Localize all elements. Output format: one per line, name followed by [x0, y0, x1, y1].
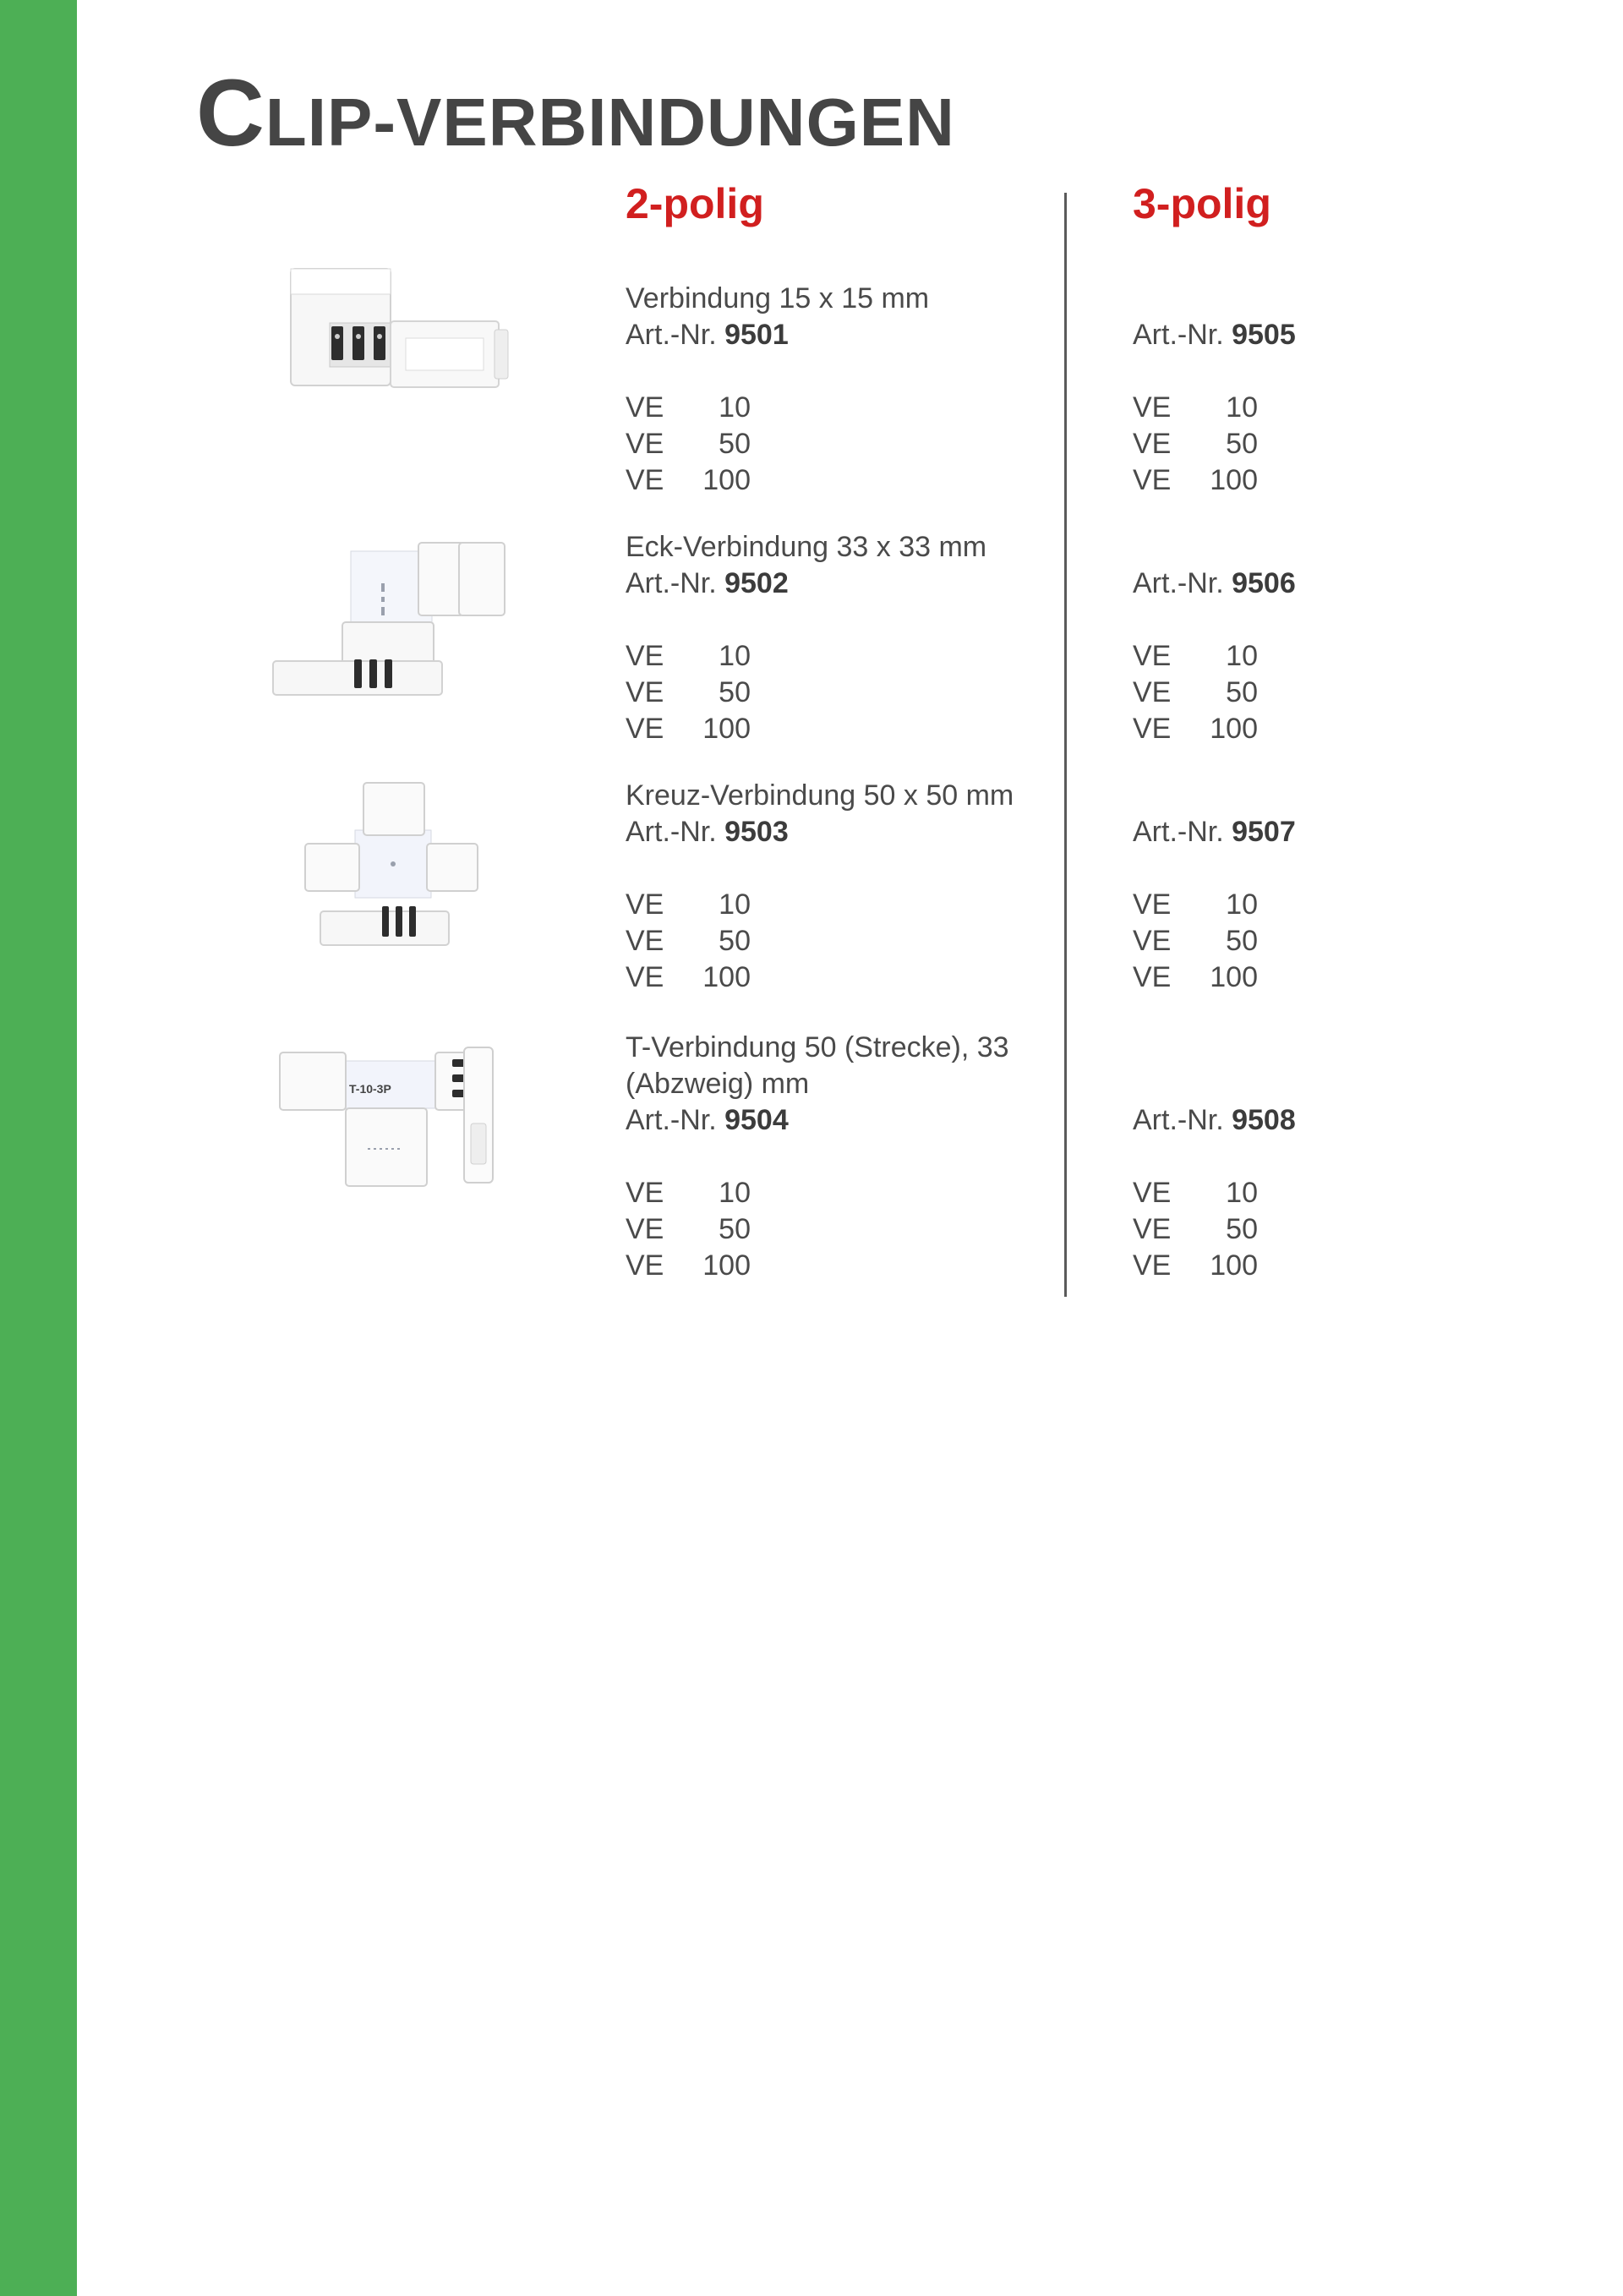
ve-row: VE 100	[1133, 713, 1258, 745]
ve-row: VE 100	[626, 961, 751, 993]
ve-row: VE 100	[1133, 464, 1258, 496]
column-heading-2-polig: 2-polig	[626, 180, 764, 227]
ve-row: VE 100	[626, 1249, 751, 1282]
article-number-3-polig: Art.-Nr. 9506	[1133, 567, 1296, 599]
green-side-bar	[0, 0, 77, 2296]
article-number-2-polig: Art.-Nr. 9501	[626, 319, 789, 351]
ve-row: VE 50	[626, 1213, 751, 1245]
straight-connector-image	[279, 262, 516, 397]
article-number-2-polig: Art.-Nr. 9503	[626, 816, 789, 848]
ve-row: VE 50	[1133, 925, 1258, 957]
product-name: Eck-Verbindung 33 x 33 mm	[626, 531, 987, 563]
ve-row: VE 10	[1133, 391, 1258, 424]
ve-row: VE 100	[626, 713, 751, 745]
ve-row: VE 50	[626, 925, 751, 957]
ve-row: VE 10	[1133, 640, 1258, 672]
ve-row: VE 100	[626, 464, 751, 496]
ve-row: VE 10	[626, 391, 751, 424]
article-number-2-polig: Art.-Nr. 9504	[626, 1104, 789, 1136]
article-number-3-polig: Art.-Nr. 9507	[1133, 816, 1296, 848]
column-divider	[1064, 193, 1067, 1297]
ve-row: VE 10	[626, 888, 751, 921]
ve-row: VE 10	[626, 1177, 751, 1209]
ve-row: VE 50	[1133, 676, 1258, 708]
product-name: T-Verbindung 50 (Strecke), 33	[626, 1031, 1009, 1063]
ve-row: VE 50	[626, 428, 751, 460]
article-number-3-polig: Art.-Nr. 9505	[1133, 319, 1296, 351]
product-name: Verbindung 15 x 15 mm	[626, 282, 930, 314]
article-number-2-polig: Art.-Nr. 9502	[626, 567, 789, 599]
ve-row: VE 50	[1133, 428, 1258, 460]
ve-row: VE 50	[626, 676, 751, 708]
product-name: Kreuz-Verbindung 50 x 50 mm	[626, 779, 1014, 812]
ve-row: VE 10	[1133, 1177, 1258, 1209]
cross-connector-image	[300, 778, 482, 951]
column-heading-3-polig: 3-polig	[1133, 180, 1271, 227]
ve-row: VE 10	[626, 640, 751, 672]
page-title: CLIP-VERBINDUNGEN	[196, 60, 955, 166]
ve-row: VE 100	[1133, 961, 1258, 993]
corner-connector-image	[266, 533, 511, 702]
t-connector-print: T-10-3P	[349, 1082, 391, 1096]
product-name-continued: (Abzweig) mm	[626, 1068, 810, 1100]
ve-row: VE 100	[1133, 1249, 1258, 1282]
ve-row: VE 10	[1133, 888, 1258, 921]
t-connector-image	[275, 1044, 499, 1192]
ve-row: VE 50	[1133, 1213, 1258, 1245]
article-number-3-polig: Art.-Nr. 9508	[1133, 1104, 1296, 1136]
